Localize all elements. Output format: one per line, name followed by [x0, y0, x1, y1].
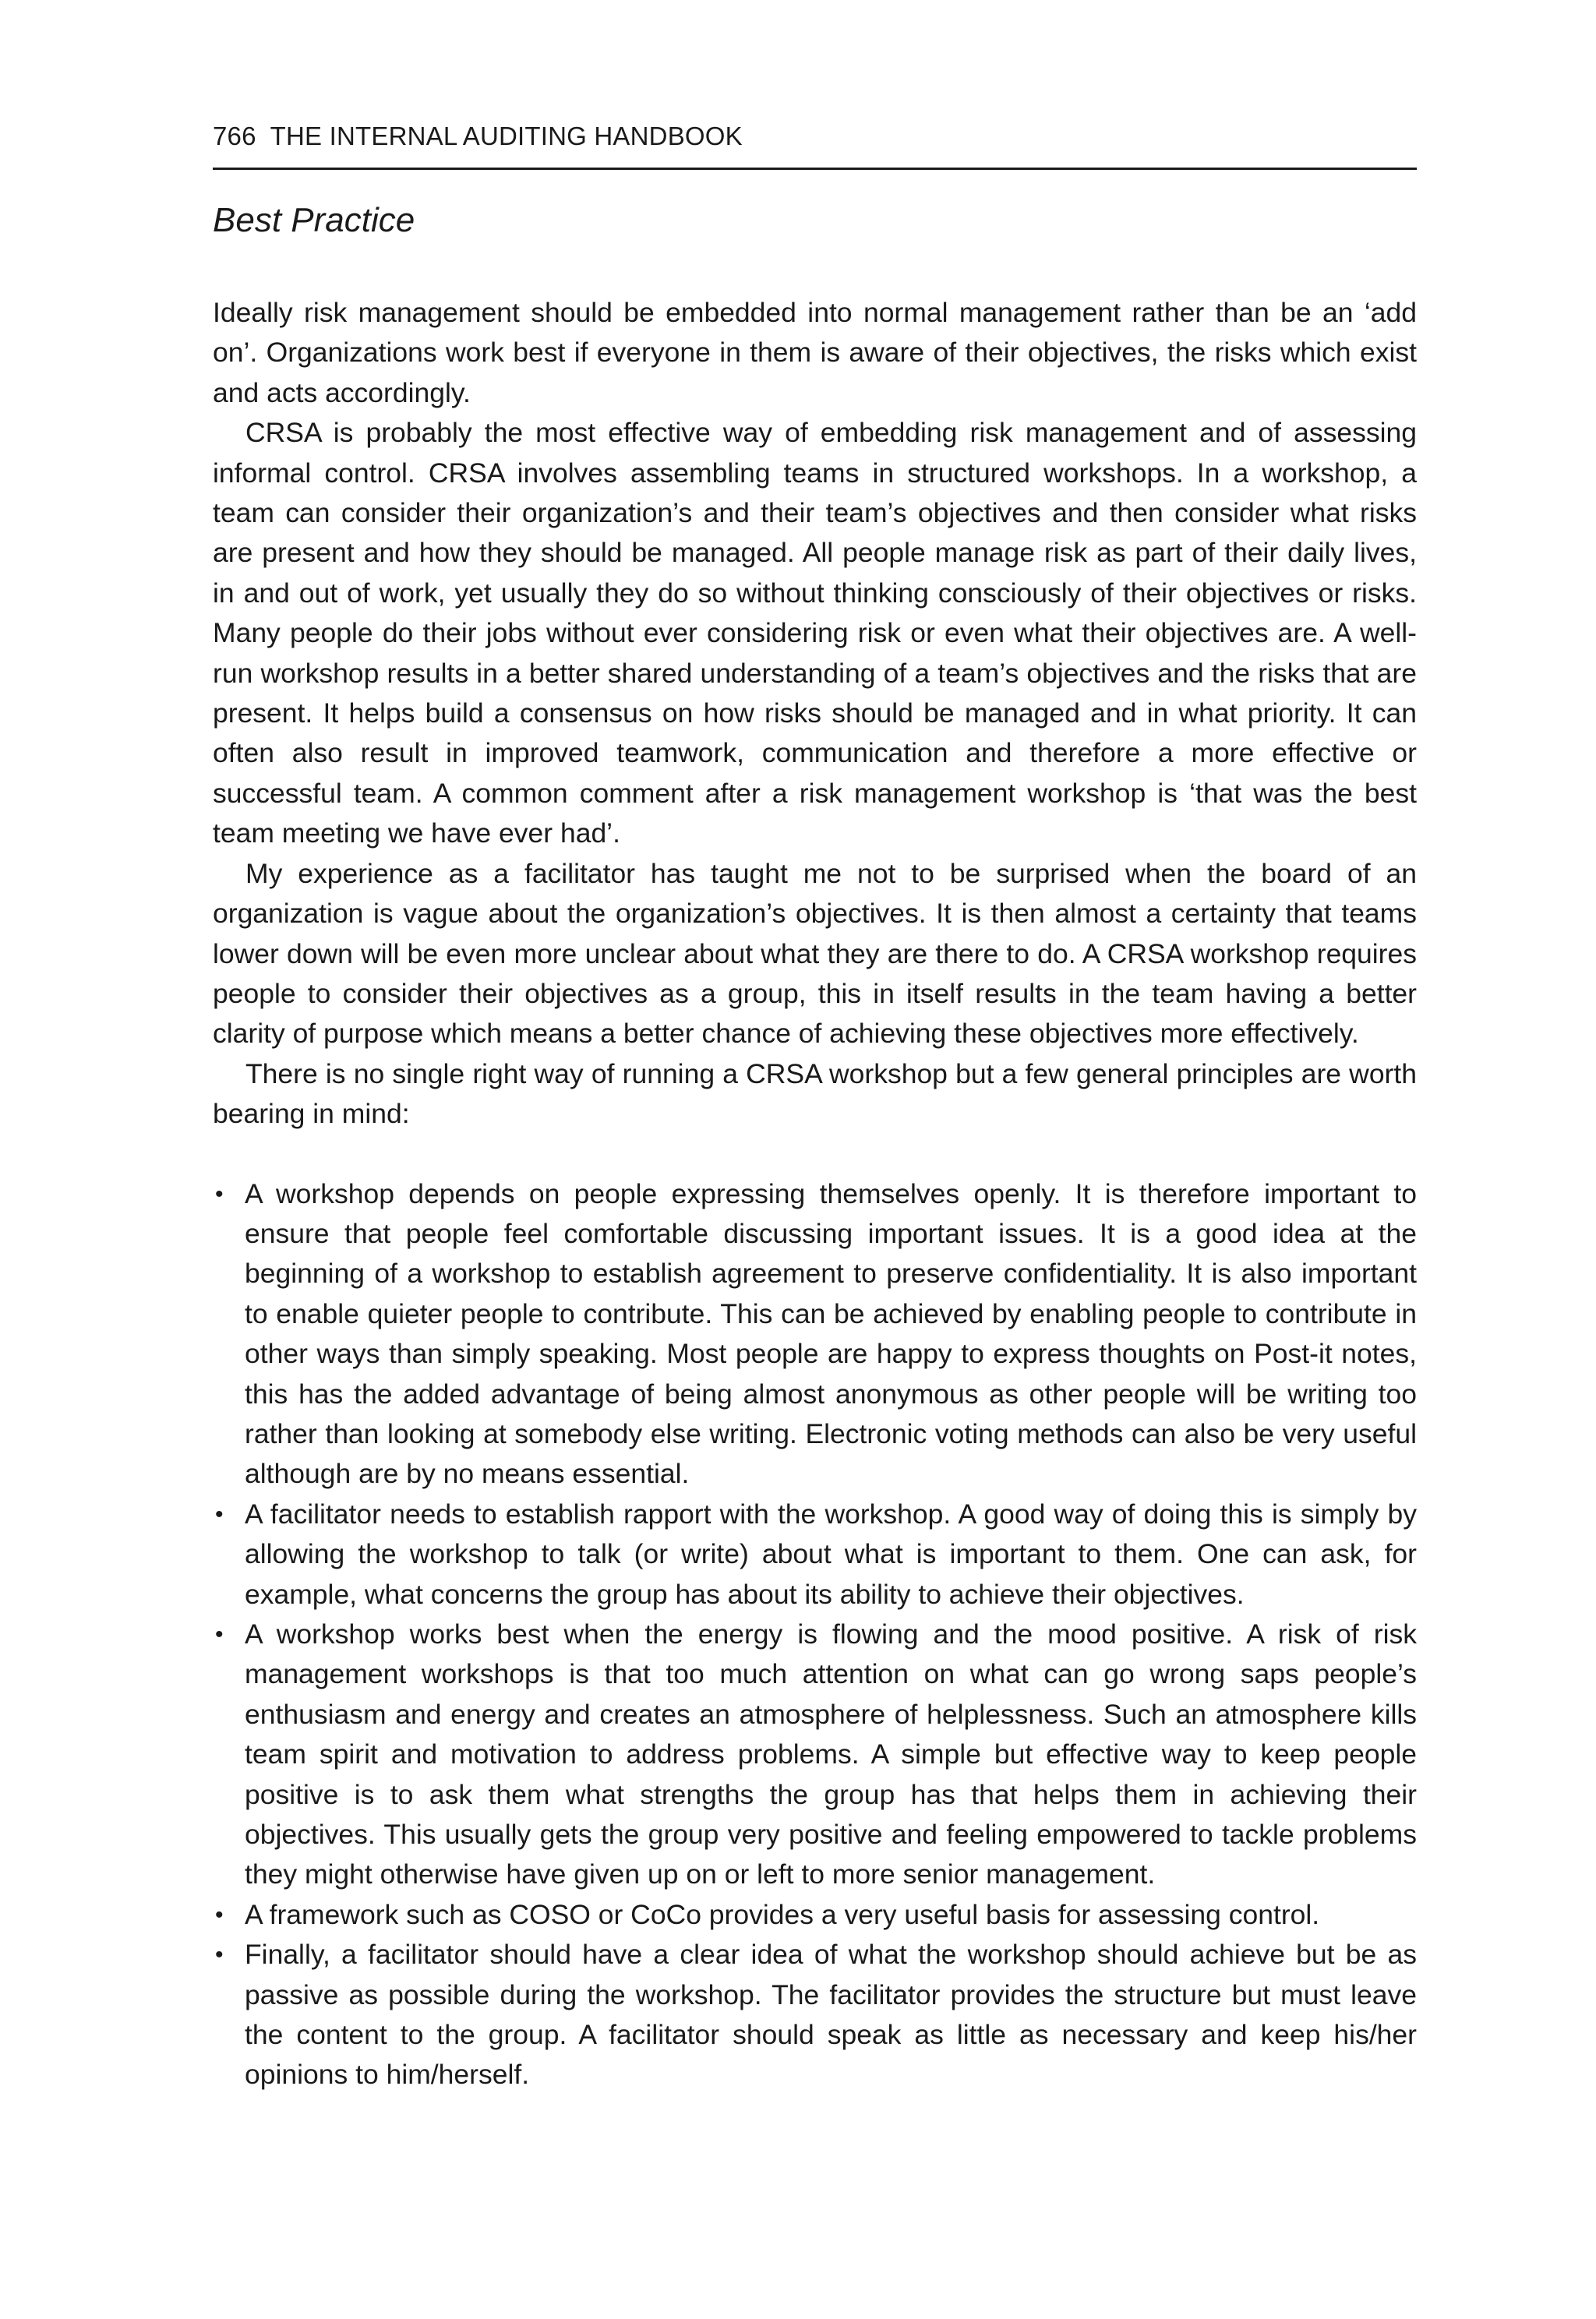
section-heading: Best Practice — [213, 201, 415, 239]
running-header — [213, 118, 1417, 170]
list-item-text: A framework such as COSO or CoCo provides a very useful basis for assessing control. — [245, 1898, 1320, 1930]
header-text — [213, 122, 743, 151]
book-title: THE INTERNAL AUDITING HANDBOOK — [270, 122, 743, 150]
list-item-text: A facilitator needs to establish rapport with the workshop. A good way of doing this is simply by allowing the workshop to talk (or write) about what is important to them. One can ask, for example, what concerns the group has about its ability to achieve their objectives. — [245, 1498, 1417, 1610]
page-number: 766 — [213, 122, 256, 150]
paragraph: My experience as a facilitator has taught me not to be surprised when the board of an organization is vague about the organization’s objectives. It is then almost a certainty that teams lower down will be even more unclear about what they are there to do. A CRSA workshop requires people to consider their objectives as a group, this in itself results in the team having a better clarity of purpose which means a better chance of achieving these objectives more effectively. — [213, 857, 1417, 1050]
bullet-icon: • — [215, 1501, 224, 1527]
list-item — [213, 1895, 1417, 1935]
bullet-icon: • — [215, 1942, 224, 1968]
list-item — [213, 1935, 1417, 2095]
list-item — [213, 1615, 1417, 1895]
paragraph: There is no single right way of running a CRSA workshop but a few general principles are worth bearing in mind: — [213, 1057, 1417, 1130]
list-item — [213, 1174, 1417, 1495]
list-item-text: A workshop depends on people expressing themselves openly. It is therefore important to ensure that people feel comfortable discussing important issues. It is a good idea at the beginning of a workshop to establish agreement to preserve confidentiality. It is also important to enable quieter people to contribute. This can be achieved by enabling people to contribute in other ways than simply speaking. Most people are happy to express thoughts on Post-it notes, this has the added advantage of being almost anonymous as other people will be writing too rather than looking at somebody else writing. Electronic voting methods can also be very useful although are by no means essential. — [245, 1177, 1417, 1490]
bullet-icon: • — [215, 1901, 224, 1928]
bullet-icon: • — [215, 1622, 224, 1647]
body-text — [213, 293, 1417, 2095]
list-item-text: Finally, a facilitator should have a clear idea of what the workshop should achieve but be as passive as possible during the workshop. The facilitator provides the structure but must leave the content to the group. A facilitator should speak as little as necessary and keep his/her opinions to him/herself. — [245, 1939, 1417, 2091]
principles-list — [213, 1174, 1417, 2095]
bullet-icon: • — [215, 1181, 224, 1207]
list-item-text: A workshop works best when the energy is flowing and the mood positive. A risk of risk management workshops is that too much attention on what can go wrong saps people’s enthusiasm and energy and creates an atmosphere of helplessness. Such an atmosphere kills team spirit and motivation to address problems. A simple but effective way to keep people positive is to ask them what strengths the group has that helps them in achieving their objectives. This usually gets the group very positive and feeling empowered to tackle problems they might otherwise have given up on or left to more senior management. — [245, 1618, 1417, 1890]
paragraph: Ideally risk management should be embedded into normal management rather than be an ‘add on’. Organizations work best if everyone in them is aware of their objectives, the risks which exist and acts accordingly. — [213, 297, 1417, 408]
paragraph: CRSA is probably the most effective way of embedding risk management and of assessing informal control. CRSA involves assembling teams in structured workshops. In a workshop, a team can consider their organization’s and their team’s objectives and then consider what risks are present and how they should be managed. All people manage risk as part of their daily lives, in and out of work, yet usually they do so without thinking consciously of their objectives or risks. Many people do their jobs without ever considering risk or even what their objectives are. A well-run workshop results in a better shared understanding of a team’s objectives and the risks that are present. It helps build a consensus on how risks should be managed and in what priority. It can often also result in improved teamwork, communication and therefore a more effective or successful team. A common comment after a risk management workshop is ‘that was the best team meeting we have ever had’. — [213, 417, 1417, 849]
list-item — [213, 1495, 1417, 1615]
